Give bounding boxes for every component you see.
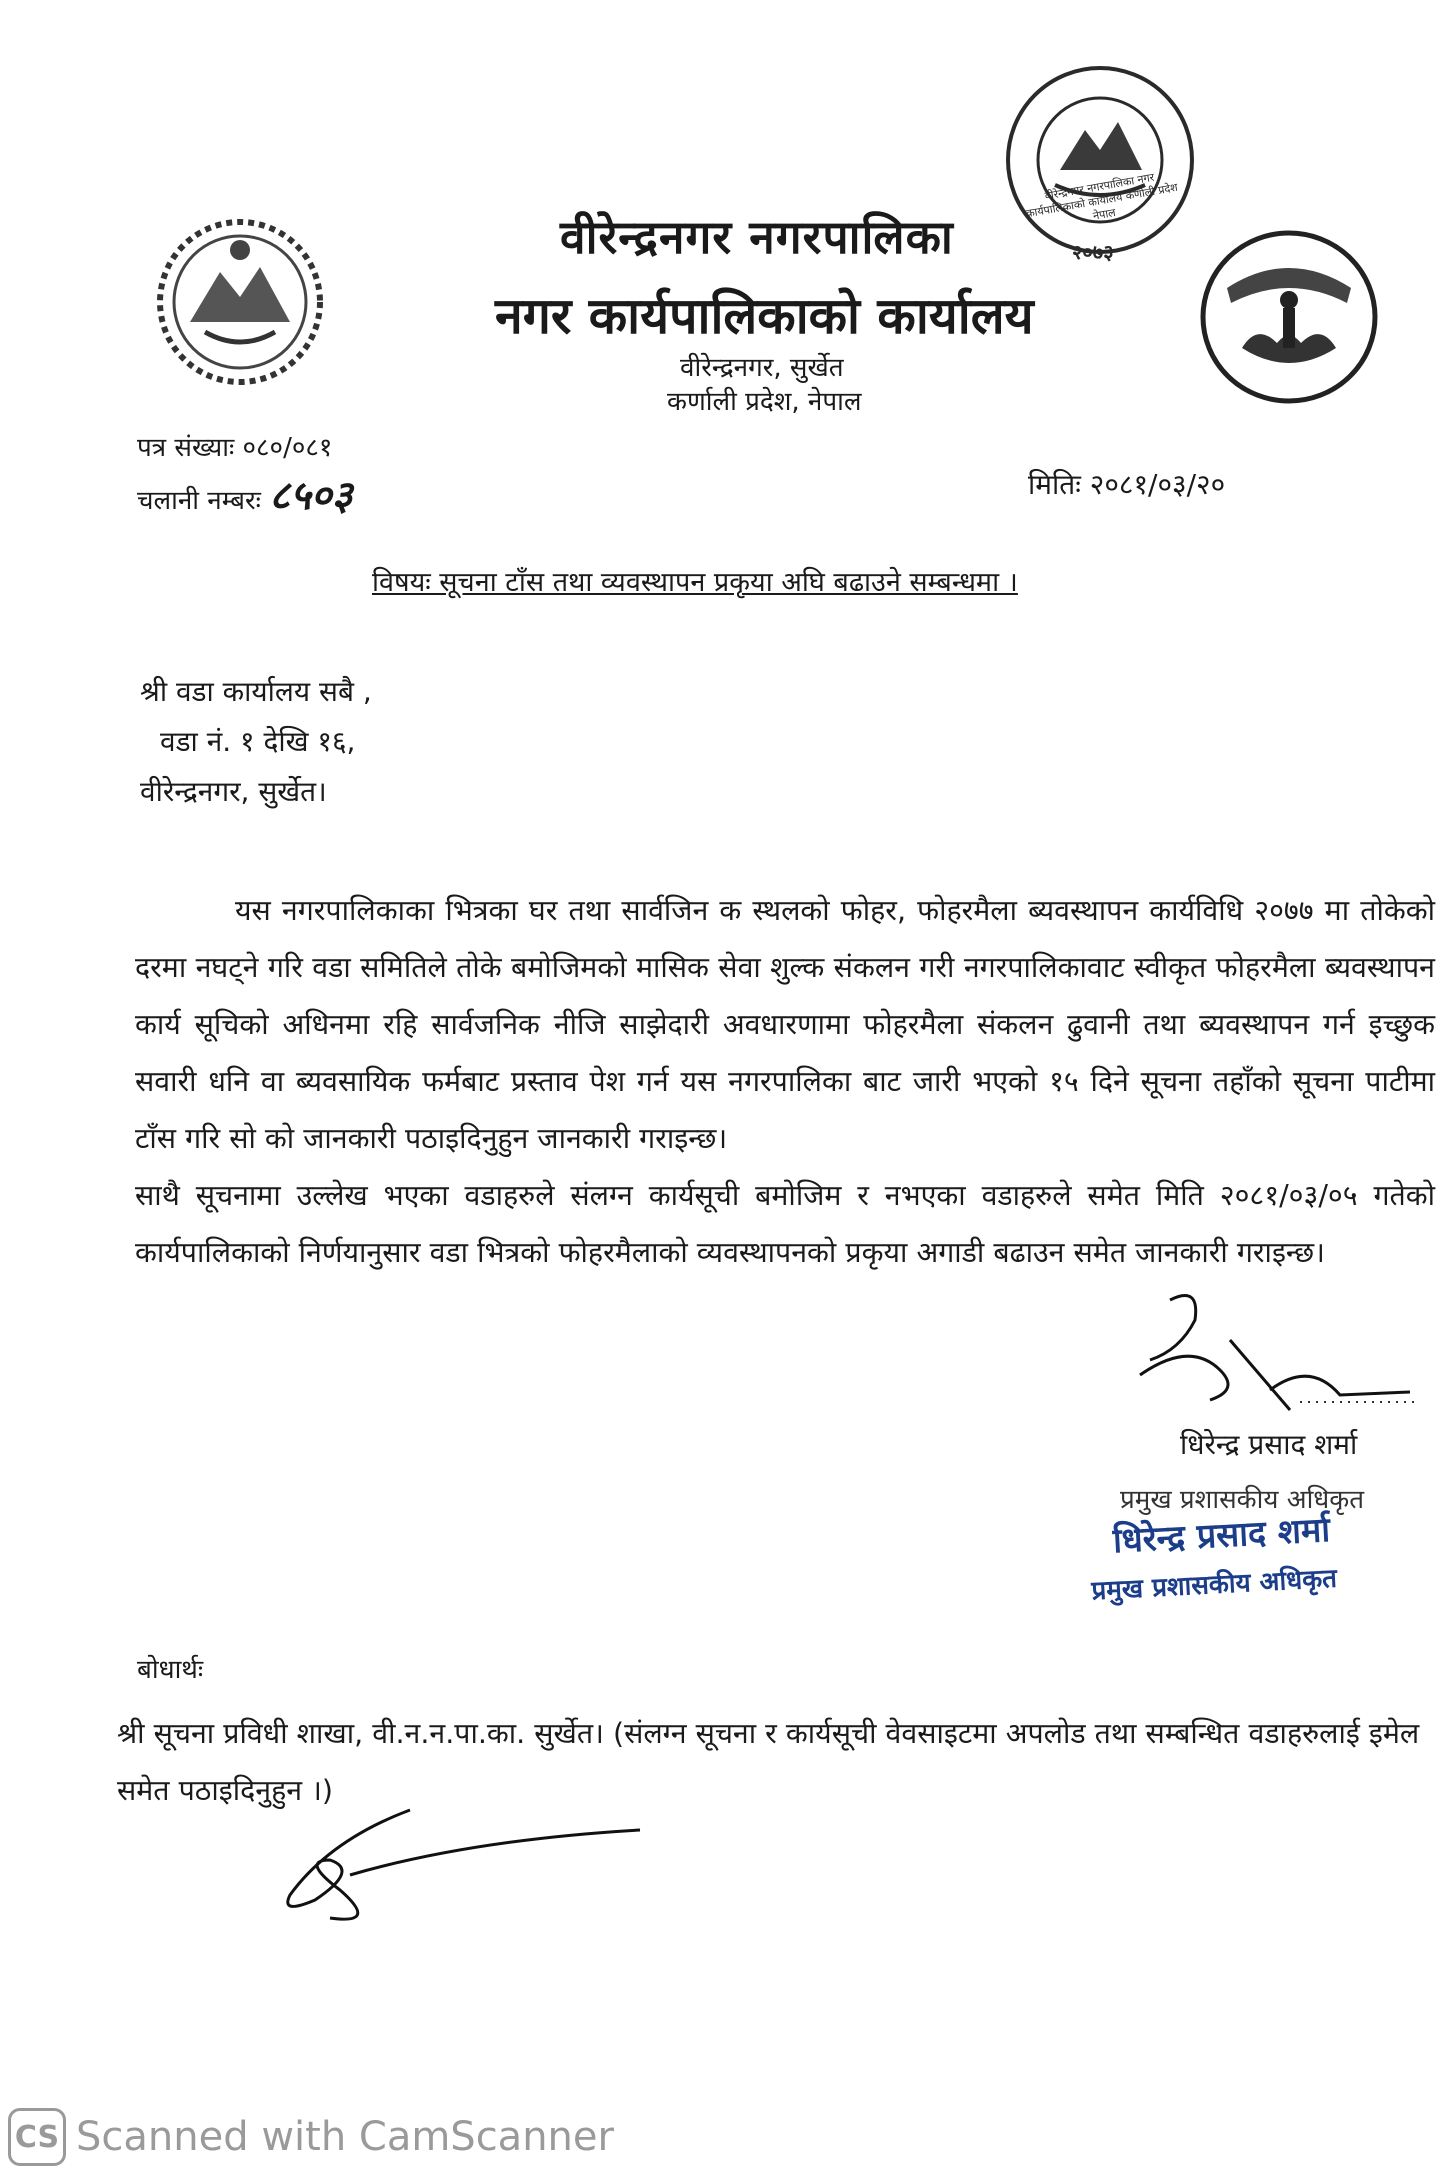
recipient-line-1: श्री वडा कार्यालय सबै , [140, 675, 372, 708]
municipality-logo-icon [1197, 228, 1381, 406]
chalani-label: चलानी नम्बरः [137, 486, 261, 516]
address-line-1: वीरेन्द्रनगर, सुर्खेत [680, 353, 844, 383]
subject-line: विषयः सूचना टाँस तथा व्यवस्थापन प्रकृया अघि बढाउने सम्बन्धमा । [372, 567, 1018, 598]
letter-body [135, 882, 1435, 1281]
camscanner-logo-icon: CS [8, 2108, 66, 2166]
signatory-title: प्रमुख प्रशासकीय अधिकृत [1120, 1485, 1365, 1515]
nepal-emblem-icon [150, 212, 330, 392]
office-seal [1000, 60, 1200, 275]
org-name: वीरेन्द्रनगर नगरपालिका [560, 210, 954, 264]
office-name: नगर कार्यपालिकाको कार्यालय [495, 287, 1034, 345]
recipient-line-3: वीरेन्द्रनगर, सुर्खेत। [140, 775, 327, 808]
letter-date [1028, 465, 1225, 503]
initial-signature-icon [270, 1800, 650, 1930]
signatory-name: धिरेन्द्र प्रसाद शर्मा [1180, 1428, 1358, 1461]
cc-text: श्री सूचना प्रविधी शाखा, वी.न.न.पा.का. सुर्खेत। (संलग्न सूचना र कार्यसूची वेवसाइटमा अपलोड तथा सम्बन्धित वडाहरुलाई इमेल समेत पठाइदिनुहुन ।) [117, 1717, 1420, 1807]
patra-value: ०८०/०८१ [242, 433, 333, 463]
patra-label: पत्र संख्याः [137, 433, 235, 463]
body-paragraph-2: साथै सूचनामा उल्लेख भएका वडाहरुले संलग्न कार्यसूची बमोजिम र नभएका वडाहरुले समेत मिति २०८१/०३/०५ गतेको कार्यपालिकाको निर्णयानुसार वडा भित्रको फोहरमैलाको व्यवस्थापनको प्रकृया अगाडी बढाउन समेत जानकारी गराइन्छ। [135, 1179, 1435, 1269]
stamp-title: प्रमुख प्रशासकीय अधिकृत [1090, 1563, 1338, 1607]
cc-label: बोधार्थः [137, 1655, 204, 1685]
signature-scribble-icon [1110, 1280, 1430, 1420]
body-paragraph-1: यस नगरपालिकाका भित्रका घर तथा सार्वजिन क स्थलको फोहर, फोहरमैला ब्यवस्थापन कार्यविधि २०७७ मा तोकेको दरमा नघट्ने गरि वडा समितिले तोके बमोजिमको मासिक सेवा शुल्क संकलन गरी नगरपालिकावाट स्वीकृत फोहरमैला ब्यवस्थापन कार्य सूचिको अधिनमा रहि सार्वजनिक नीजि साझेदारी अवधारणामा फोहरमैला संकलन ढुवानी तथा ब्यवस्थापन गर्न इच्छुक सवारी धनि वा ब्यवसायिक फर्मबाट प्रस्ताव पेश गर्न यस नगरपालिका बाट जारी भएको १५ दिने सूचना तहाँको सूचना पाटीमा टाँस गरि सो को जानकारी पठाइदिनुहुन जानकारी गराइन्छ। [135, 894, 1435, 1155]
patra-sankhya [137, 428, 332, 464]
recipient-line-2: वडा नं. १ देखि १६, [160, 725, 356, 758]
stamp-name: धिरेन्द्र प्रसाद शर्मा [1111, 1510, 1332, 1562]
camscanner-watermark [8, 2108, 614, 2166]
watermark-text: Scanned with CamScanner [76, 2114, 614, 2160]
date-value: २०८१/०३/२० [1089, 468, 1226, 501]
date-label: मितिः [1028, 468, 1081, 501]
seal-year: २०७३ [1072, 240, 1114, 264]
signatory-stamp [1088, 1502, 1383, 1612]
address-line-2: कर्णाली प्रदेश, नेपाल [667, 387, 862, 417]
seal-ring-text: वीरेन्द्रनगर नगरपालिका नगर कार्यपालिकाको कार्यालय कर्णाली प्रदेश नेपाल [1025, 170, 1179, 223]
chalani-number [137, 466, 352, 521]
chalani-value: ८५०३ [269, 472, 353, 519]
